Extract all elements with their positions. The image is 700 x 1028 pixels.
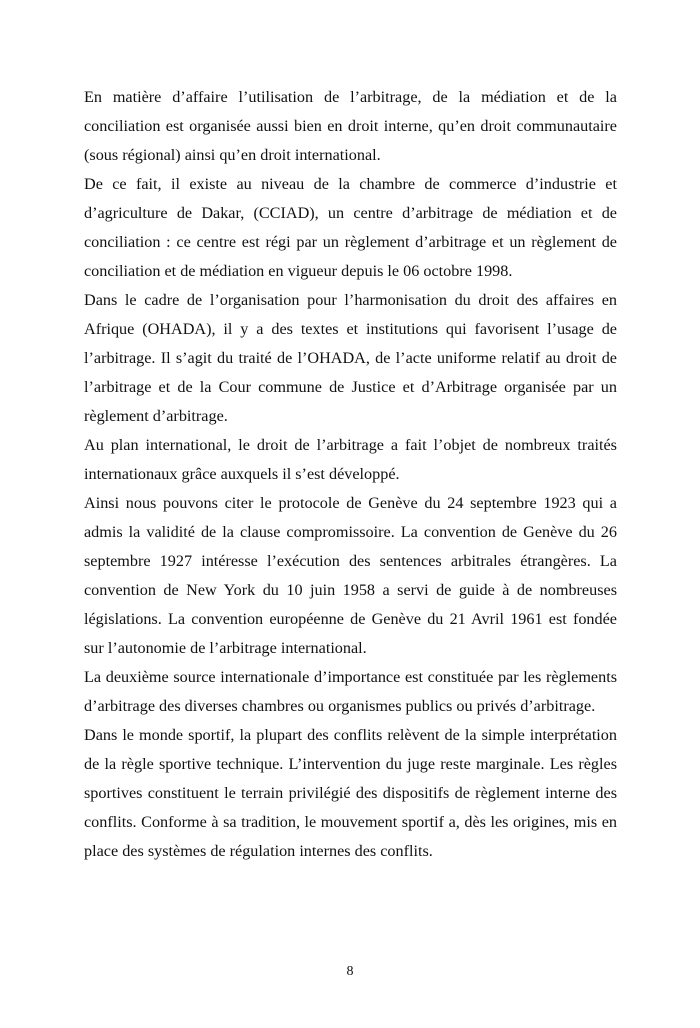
paragraph-6: La deuxième source internationale d’importance est constituée par les règlements d’arbitrage des diverses chambres ou organismes publics ou privés d’arbitrage. xyxy=(84,668,617,715)
paragraph-4: Au plan international, le droit de l’arbitrage a fait l’objet de nombreux traités internationaux grâce auxquels il s’est développé. xyxy=(84,436,617,483)
paragraph-3: Dans le cadre de l’organisation pour l’harmonisation du droit des affaires en Afrique (OHADA), il y a des textes et institutions qui favorisent l’usage de l’arbitrage. Il s’agit du traité de l’OHADA, de l’acte uniforme relatif au droit de l’arbitrage et de la Cour commune de Justice et d’Arbitrage organisée par un règlement d’arbitrage. xyxy=(84,291,617,425)
paragraph-5: Ainsi nous pouvons citer le protocole de Genève du 24 septembre 1923 qui a admis la validité de la clause compromissoire. La convention de Genève du 26 septembre 1927 intéresse l’exécution des sentences arbitrales étrangères. La convention de New York du 10 juin 1958 a servi de guide à de nombreuses législations. La convention européenne de Genève du 21 Avril 1961 est fondée sur l’autonomie de l’arbitrage international. xyxy=(84,494,617,657)
paragraph-7: Dans le monde sportif, la plupart des conflits relèvent de la simple interprétation de la règle sportive technique. L’intervention du juge reste marginale. Les règles sportives constituent le terrain privilégié des dispositifs de règlement interne des conflits. Conforme à sa tradition, le mouvement sportif a, dès les origines, mis en place des systèmes de régulation internes des conflits. xyxy=(84,726,617,860)
paragraph-1: En matière d’affaire l’utilisation de l’arbitrage, de la médiation et de la conciliation est organisée aussi bien en droit interne, qu’en droit communautaire (sous régional) ainsi qu’en droit international. xyxy=(84,88,617,164)
body-text xyxy=(84,83,617,866)
paragraph-2: De ce fait, il existe au niveau de la chambre de commerce d’industrie et d’agriculture de Dakar, (CCIAD), un centre d’arbitrage de médiation et de conciliation : ce centre est régi par un règlement d’arbitrage et un règlement de conciliation et de médiation en vigueur depuis le 06 octobre 1998. xyxy=(84,175,617,280)
page-number: 8 xyxy=(346,964,354,979)
